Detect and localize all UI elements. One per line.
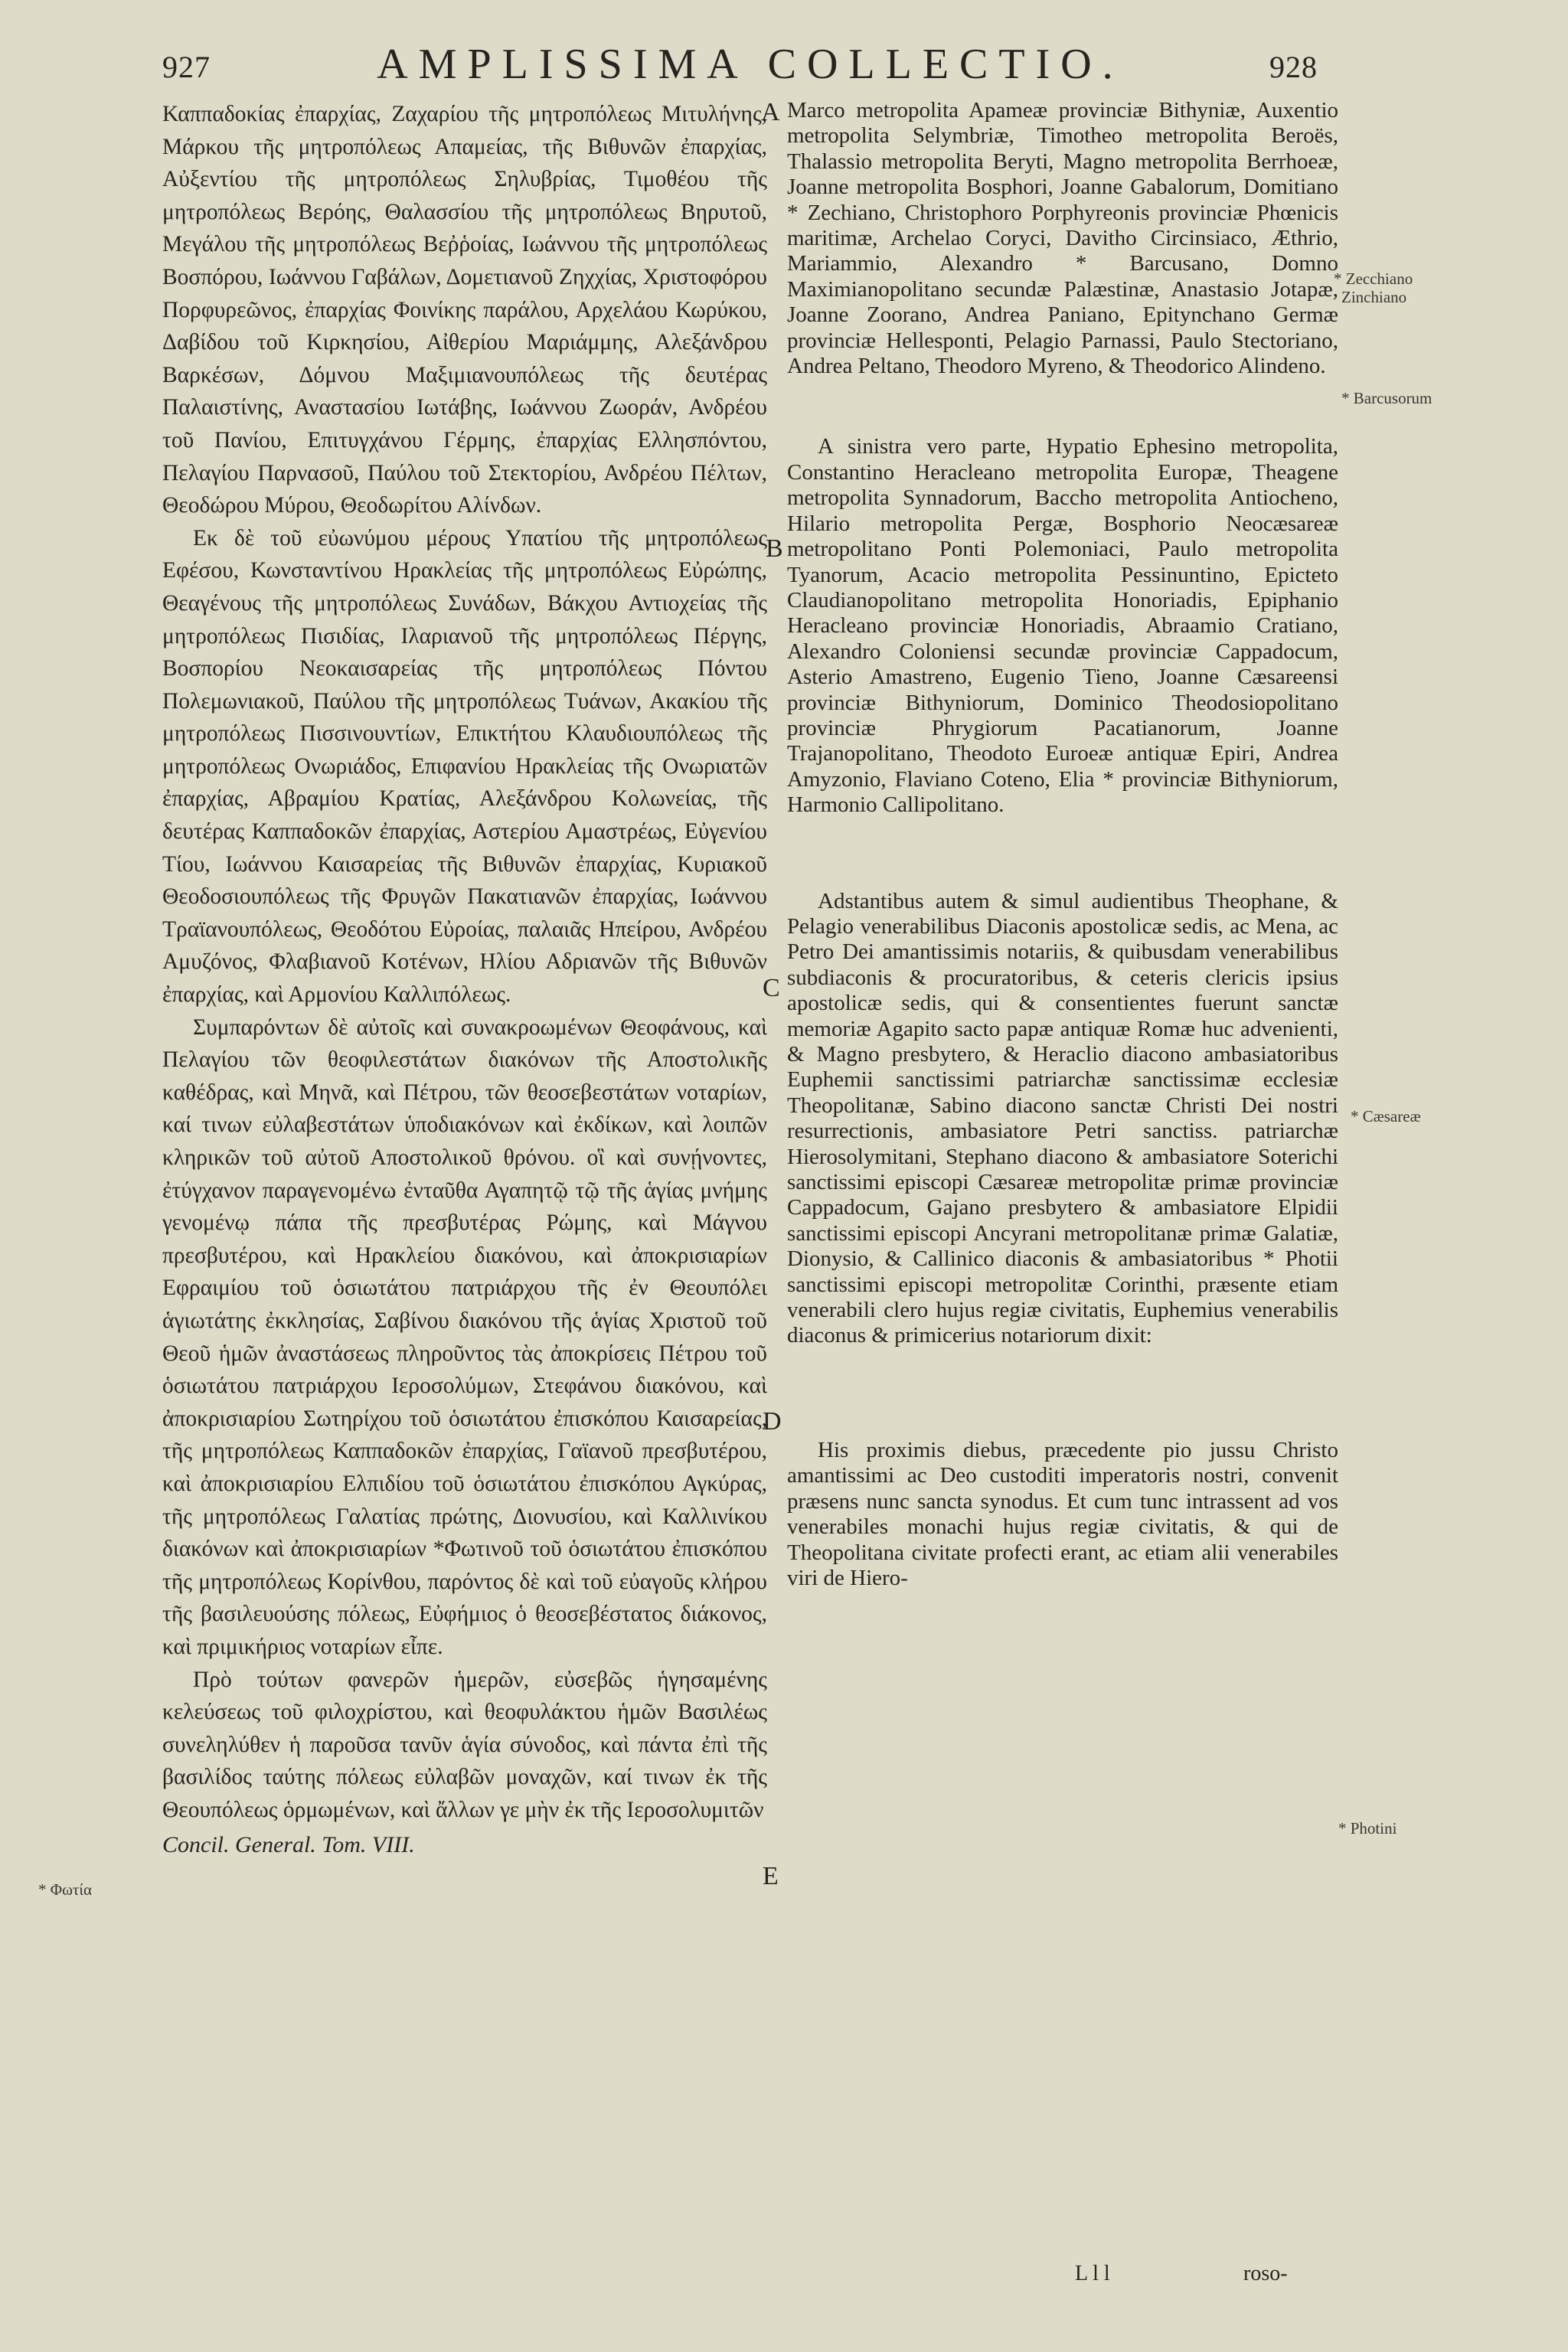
greek-column bbox=[162, 98, 767, 1862]
page-number-right: 928 bbox=[1269, 50, 1318, 84]
running-title: AMPLISSIMA COLLECTIO. bbox=[377, 41, 1124, 88]
running-header bbox=[0, 40, 1568, 101]
section-letter-a: A bbox=[761, 98, 780, 126]
margin-note-zechiano: * Zecchiano bbox=[1334, 270, 1413, 288]
latin-paragraph-2: A sinistra vero parte, Hypatio Ephesino metropolita, Constantino Heracleano metropolita Europæ, Theagene metropolita Synnadorum, Baccho metropolita Antiocheno, Hilario metropolita Pergæ, Bosphorio Neocæsareæ metropolitano Ponti Polemoniaci, Paulo metropolita Tyanorum, Acacio metropolita Pessinuntino, Epicteto Claudianopolitano metropolita Honoriadis, Epiphanio Heracleano provinciæ Honoriadis, Abraamio Cratiano, Alexandro Coloniensi secundæ provinciæ Cappadocum, Asterio Amastreno, Eugenio Tieno, Joanne Cæsareensi provinciæ Bithyniorum, Dominico Theodosiopolitano provinciæ Phrygiorum Pacatianorum, Joanne Trajanopolitano, Theodoto Euroeæ antiquæ Epiri, Andrea Amyzonio, Flaviano Coteno, Elia * provinciæ Bithyniorum, Harmonio Callipolitano. bbox=[787, 434, 1338, 818]
catchword: roso- bbox=[1243, 2262, 1288, 2285]
section-letter-b: B bbox=[766, 534, 783, 563]
page-number-left: 927 bbox=[162, 50, 211, 84]
margin-note-barcusorum: * Barcusorum bbox=[1341, 389, 1432, 407]
section-letter-e: E bbox=[763, 1862, 779, 1890]
margin-note-zinchiano: Zinchiano bbox=[1341, 288, 1407, 306]
margin-note-caesareae: * Cæsareæ bbox=[1351, 1107, 1421, 1125]
greek-paragraph-4: Πρὸ τούτων φανερῶν ἡμερῶν, εὐσεβῶς ἡγησαμένης κελεύσεως τοῦ φιλοχρίστου, καὶ θεοφυλάκτου ἡμῶν Βασιλέως συνεληλύθεν ἡ παροῦσα τανῦν ἁγία σύνοδος, καὶ πάντα ἐπὶ τῆς βασιλίδος ταύτης πόλεως εὐλαβῶν μοναχῶν, καί τινων ἐκ τῆς Θεουπόλεως ὁρμωμένων, καὶ ἄλλων γε μὴν ἐκ τῆς Ιεροσολυμιτῶν bbox=[162, 1667, 767, 1822]
greek-paragraph-3: Συμπαρόντων δὲ αὐτοῖς καὶ συνακροωμένων Θεοφάνους, καὶ Πελαγίου τῶν θεοφιλεστάτων διακόνων τῆς Αποστολικῆς καθέδρας, καὶ Μηνᾶ, καὶ Πέτρου, τῶν θεοσεβεστάτων νοταρίων, καί τινων εὐλαβεστάτων ὑποδιακόνων καὶ ἐκδίκων, καὶ λοιπῶν κληρικῶν τοῦ αὐτοῦ Αποστολικοῦ θρόνου. οἳ καὶ συνῄνοντες, ἐτύγχανον παραγενομένω ἐνταῦθα Αγαπητῷ τῷ τῆς ἁγίας μνήμης γενομένῳ πάπα τῆς πρεσβυτέρας Ρώμης, καὶ Μάγνου πρεσβυτέρου, καὶ Ηρακλείου διακόνου, καὶ ἀποκρισιαρίων Εφραιμίου τοῦ ὁσιωτάτου πατριάρχου τῆς ἐν Θεουπόλει ἁγιωτάτης ἐκκλησίας, Σαβίνου διακόνου τῆς ἁγίας Χριστοῦ τοῦ Θεοῦ ἡμῶν ἀναστάσεως πληροῦντος τὰς ἀποκρίσεις Πέτρου τοῦ ὁσιωτάτου πατριάρχου Ιεροσολύμων, Στεφάνου διακόνου, καὶ ἀποκρισιαρίου Σωτηρίχου τοῦ ὁσιωτάτου ἐπισκόπου Καισαρείας, τῆς μητροπόλεως Καππαδοκῶν ἐπαρχίας, Γαϊανοῦ πρεσβυτέρου, καὶ ἀποκρισιαρίου Ελπιδίου τοῦ ὁσιωτάτου ἐπισκόπου Αγκύρας, τῆς μητροπόλεως Γαλατίας πρώτης, Διονυσίου, καὶ Καλλινίκου διακόνων καὶ ἀποκρισιαρίων *Φωτινοῦ τοῦ ὁσιωτάτου ἐπισκόπου τῆς μητροπόλεως Κορίνθου, παρόντος δὲ καὶ τοῦ εὐαγοῦς κλήρου τῆς βασιλευούσης πόλεως, Εὐφήμιος ὁ θεοσεβέστατος διάκονος, καὶ πριμικήριος νοταρίων εἶπε. bbox=[162, 1014, 767, 1659]
margin-note-photini: * Photini bbox=[1338, 1819, 1397, 1838]
latin-paragraph-4: His proximis diebus, præcedente pio jussu Christo amantissimi ac Deo custoditi imperatoris nostri, convenit præsens nunc sancta synodus. Et cum tunc intrassent ad vos venerabiles monachi hujus regiæ civitatis, & qui de Theopolitana civitate profecti erant, ac etiam alii venerabiles viri de Hiero- bbox=[787, 1437, 1338, 1590]
margin-note-fotia: * Φωτία bbox=[38, 1880, 93, 1899]
latin-paragraph-1: Marco metropolita Apameæ provinciæ Bithyniæ, Auxentio metropolita Selymbriæ, Timotheo metropolita Beroës, Thalassio metropolita Beryti, Magno metropolita Berrhoeæ, Joanne metropolita Bosphori, Joanne Gabalorum, Domitiano * Zechiano, Christophoro Porphyreonis provinciæ Phœnicis maritimæ, Archelao Coryci, Davitho Circinsiaco, Æthrio, Mariammio, Alexandro * Barcusano, Domno Maximianopolitano secundæ Palæstinæ, Anastasio Jotapæ, Joanne Zoorano, Andrea Paniano, Epitynchano Germæ provinciæ Hellesponti, Pelagio Parnassi, Paulo Stectoriano, Andrea Peltano, Theodoro Myreno, & Theodorico Alindeno. bbox=[787, 98, 1338, 379]
section-letter-c: C bbox=[763, 974, 780, 1002]
latin-column bbox=[787, 98, 1338, 1591]
gathering-signature: L l l bbox=[1075, 2262, 1110, 2285]
volume-footer: Concil. General. Tom. VIII. bbox=[162, 1832, 415, 1858]
latin-paragraph-3: Adstantibus autem & simul audientibus Theophane, & Pelagio venerabilibus Diaconis apostolicæ sedis, ac Mena, ac Petro Dei amantissimis notariis, & quibusdam venerabilibus subdiaconis & procuratoribus, & ceteris clericis ipsius apostolicæ sedis, qui & consentientes fuerunt sanctæ memoriæ Agapito sacto papæ antiquæ Romæ huc advenienti, & Magno presbytero, & Heraclio diacono ambasiatoribus Euphemii sanctissimi patriarchæ sanctissimæ ecclesiæ Theopolitanæ, Sabino diacono sanctæ Christi Dei nostri resurrectionis, ambasiatore Petri sanctiss. patriarchæ Hierosolymitani, Stephano diacono & ambasiatore Soterichi sanctissimi episcopi Cæsareæ metropolitæ primæ provinciæ Cappadocum, Gajano presbytero & ambasiatore Elpidii sanctissimi episcopi Ancyrani metropolitanæ primæ Galatiæ, Dionysio, & Callinico diaconis & ambasiatoribus * Photii sanctissimi episcopi metropolitæ Corinthi, præsente etiam venerabili clero hujus regiæ civitatis, Euphemius venerabilis diaconus & primicerius notariorum dixit: bbox=[787, 888, 1338, 1348]
greek-paragraph-2: Εκ δὲ τοῦ εὐωνύμου μέρους Υπατίου τῆς μητροπόλεως Εφέσου, Κωνσταντίνου Ηρακλείας τῆς μητροπόλεως Εὐρώπης, Θεαγένους τῆς μητροπόλεως Συνάδων, Βάκχου Αντιοχείας τῆς μητροπόλεως Πισιδίας, Ιλαριανοῦ τῆς μητροπόλεως Πέργης, Βοσπορίου Νεοκαισαρείας τῆς μητροπόλεως Πόντου Πολεμωνιακοῦ, Παύλου τῆς μητροπόλεως Τυάνων, Ακακίου τῆς μητροπόλεως Πισσινουντίων, Επικτήτου Κλαυδιουπόλεως τῆς μητροπόλεως Ονωριάδος, Επιφανίου Ηρακλείας τῆς Ονωριατῶν ἐπαρχίας, Αβραμίου Κρατίας, Αλεξάνδρου Κολωνείας, τῆς δευτέρας Καππαδοκῶν ἐπαρχίας, Αστερίου Αμαστρέως, Εὐγενίου Τίου, Ιωάννου Καισαρείας τῆς Βιθυνῶν ἐπαρχίας, Κυριακοῦ Θεοδοσιουπόλεως τῆς Φρυγῶν Πακατιανῶν ἐπαρχίας, Ιωάννου Τραϊανουπόλεως, Θεοδότου Εὐροίας, παλαιᾶς Ηπείρου, Ανδρέου Αμυζόνος, Φλαβιανοῦ Κοτένων, Ηλίου Αδριανῶν τῆς Βιθυνῶν ἐπαρχίας, καὶ Αρμονίου Καλλιπόλεως. bbox=[162, 525, 767, 1008]
section-letter-d: D bbox=[763, 1407, 782, 1436]
greek-paragraph-1: Καππαδοκίας ἐπαρχίας, Ζαχαρίου τῆς μητροπόλεως Μιτυλήνης, Μάρκου τῆς μητροπόλεως Απαμείας, τῆς Βιθυνῶν ἐπαρχίας, Αὐξεντίου τῆς μητροπόλεως Σηλυβρίας, Τιμοθέου τῆς μητροπόλεως Βερόης, Θαλασσίου τῆς μητροπόλεως Βηρυτοῦ, Μεγάλου τῆς μητροπόλεως Βεῤῥοίας, Ιωάννου τῆς μητροπόλεως Βοσπόρου, Ιωάννου Γαβάλων, Δομετιανοῦ Ζηχχίας, Χριστοφόρου Πορφυρεῶνος, ἐπαρχίας Φοινίκης παράλου, Αρχελάου Κωρύκου, Δαβίδου τοῦ Κιρκησίου, Αἰθερίου Μαριάμμης, Αλεξάνδρου Βαρκέσων, Δόμνου Μαξιμιανουπόλεως τῆς δευτέρας Παλαιστίνης, Αναστασίου Ιωτάβης, Ιωάννου Ζωοράν, Ανδρέου τοῦ Πανίου, Επιτυγχάνου Γέρμης, ἐπαρχίας Ελλησπόντου, Πελαγίου Παρνασοῦ, Παύλου τοῦ Στεκτορίου, Ανδρέου Πέλτων, Θεοδώρου Μύρου, Θεοδωρίτου Αλίνδων. bbox=[162, 102, 767, 518]
